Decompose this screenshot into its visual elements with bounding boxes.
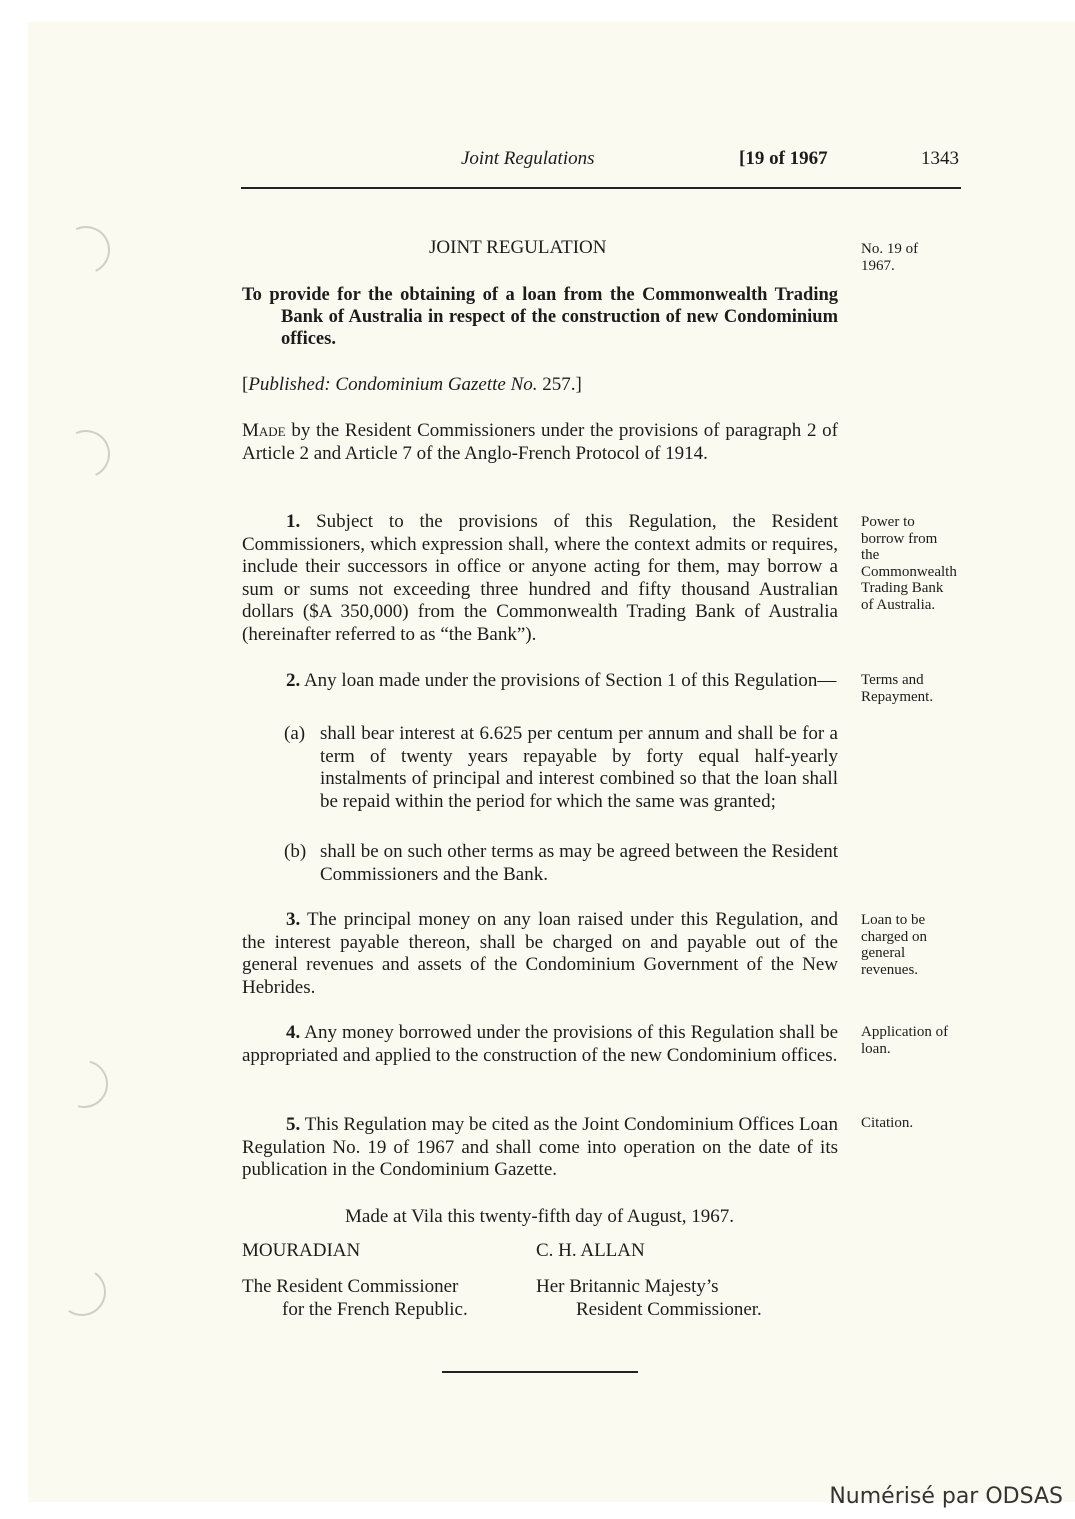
running-header-title: Joint Regulations	[461, 148, 595, 169]
item-text: shall bear interest at 6.625 per centum per annum and shall be for a term of twenty years repayable by forty equal half-yearly instalments of principal and interest combined so that the loan shall be repaid within the period for which the same was granted;	[320, 723, 838, 812]
regulation-heading: JOINT REGULATION	[429, 237, 607, 258]
title-line: Resident Commissioner.	[576, 1298, 762, 1320]
title-line: Her Britannic Majesty’s	[536, 1276, 719, 1297]
list-item-b	[284, 841, 838, 886]
section-text: Subject to the provisions of this Regulation, the Resident Commissioners, which expression shall, where the context admits or requires, include their successors in office or anyone acting for them, may borrow a sum or sums not exceeding three hundred and fifty thousand Australian dollars ($A 350,000) from the Commonwealth Trading Bank of Australia (hereinafter referred to as “the Bank”).	[242, 511, 839, 645]
published-gazette: Published: Condominium Gazette No.	[248, 374, 538, 395]
section-text: This Regulation may be cited as the Joint Condominium Offices Loan Regulation No. 19 of 1967 and shall come into operation on the date of its publication in the Condominium Gazette.	[242, 1114, 838, 1180]
published-open: [	[242, 374, 249, 395]
section-4	[242, 1022, 838, 1067]
section-number: 2.	[286, 670, 301, 691]
item-label: (a)	[284, 723, 306, 744]
section-2	[242, 670, 838, 693]
margin-note-section-2: Terms and Repayment.	[861, 672, 934, 705]
section-number: 4.	[286, 1022, 301, 1043]
section-text: Any money borrowed under the provisions of this Regulation shall be appropriated and applied to the construction of the new Condominium offices.	[242, 1022, 839, 1066]
item-text: shall be on such other terms as may be agreed between the Resident Commissioners and the Bank.	[320, 841, 838, 885]
signatory-title-british	[536, 1276, 762, 1321]
enacting-lead: Made	[242, 420, 286, 441]
running-header-regulation-ref: [19 of 1967	[739, 148, 828, 169]
closing-rule	[442, 1371, 638, 1373]
section-text: Any loan made under the provisions of Section 1 of this Regulation—	[303, 670, 837, 691]
section-number: 1.	[286, 511, 301, 532]
signatory-name-british: C. H. ALLAN	[536, 1240, 645, 1261]
section-5	[242, 1114, 838, 1182]
margin-note-number: No. 19 of 1967.	[861, 241, 919, 274]
published-number: 257.]	[537, 374, 582, 395]
section-number: 3.	[286, 909, 301, 930]
margin-note-section-5: Citation.	[861, 1115, 914, 1131]
title-line: for the French Republic.	[282, 1298, 468, 1320]
enacting-text: by the Resident Commissioners under the provisions of paragraph 2 of Article 2 and Article 7 of the Anglo-French Protocol of 1914.	[242, 420, 838, 464]
section-1	[242, 511, 838, 646]
section-3	[242, 909, 838, 999]
title-line: The Resident Commissioner	[242, 1276, 459, 1297]
page-number: 1343	[921, 148, 959, 169]
scan-credit: Numérisé par ODSAS	[829, 1484, 1063, 1509]
header-rule	[241, 187, 961, 189]
signatory-name-french: MOURADIAN	[242, 1240, 361, 1261]
margin-note-section-4: Application of loan.	[861, 1024, 949, 1057]
published-line	[242, 374, 838, 397]
item-label: (b)	[284, 841, 307, 862]
list-item-a	[284, 723, 838, 813]
margin-note-section-3: Loan to be charged on general revenues.	[861, 912, 927, 978]
enacting-clause	[242, 420, 838, 465]
made-at-line: Made at Vila this twenty-fifth day of August, 1967.	[345, 1206, 735, 1227]
section-number: 5.	[286, 1114, 301, 1135]
long-title: To provide for the obtaining of a loan from the Commonwealth Trading Bank of Australia in respect of the construction of new Condominium offices.	[242, 285, 838, 349]
margin-note-section-1: Power to borrow from the Commonwealth Trading Bank of Australia.	[861, 514, 957, 613]
section-text: The principal money on any loan raised under this Regulation, and the interest payable thereon, shall be charged on and payable out of the general revenues and assets of the Condominium Government of the New Hebrides.	[242, 909, 838, 998]
signatory-title-french	[242, 1276, 468, 1321]
